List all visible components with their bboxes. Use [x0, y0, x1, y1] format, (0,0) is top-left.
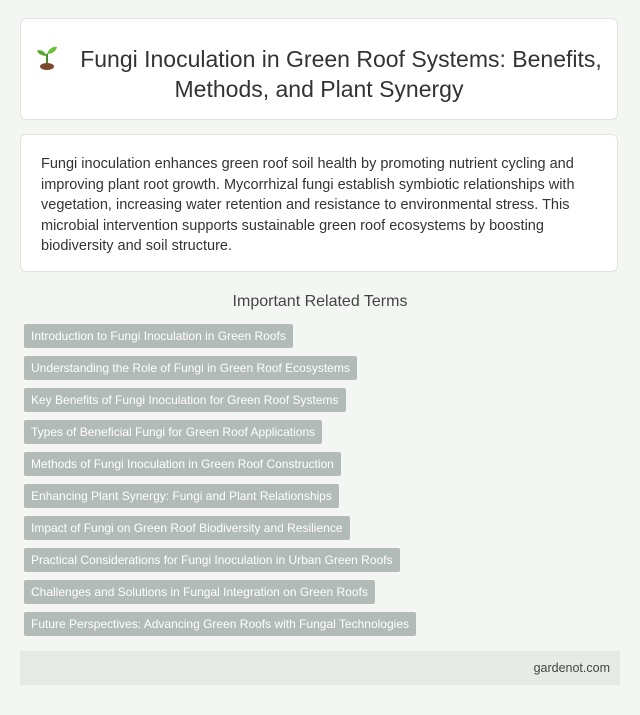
related-term-link[interactable]: Practical Considerations for Fungi Inoculation in Urban Green Roofs: [24, 548, 400, 572]
related-term-link[interactable]: Understanding the Role of Fungi in Green Roof Ecosystems: [24, 356, 357, 380]
footer-site-name: gardenot.com: [533, 661, 610, 675]
related-term-item: [24, 484, 416, 508]
related-term-item: [24, 324, 416, 348]
related-term-item: [24, 516, 416, 540]
related-terms-heading: Important Related Terms: [232, 293, 408, 310]
intro-paragraph: Fungi inoculation enhances green roof soil health by promoting nutrient cycling and improving plant root growth. Mycorrhizal fungi establish symbiotic relationships with vegetation, increasing water retention and resistance to environmental stress. This microbial intervention supports sustainable green roof ecosystems by boosting biodiversity and soil structure.: [41, 156, 575, 254]
footer: [20, 651, 620, 685]
related-term-item: [24, 388, 416, 412]
page-title-text: Fungi Inoculation in Green Roof Systems: Benefits, Methods, and Plant Synergy: [80, 46, 602, 102]
related-term-link[interactable]: Challenges and Solutions in Fungal Integration on Green Roofs: [24, 580, 375, 604]
related-term-link[interactable]: Introduction to Fungi Inoculation in Green Roofs: [24, 324, 293, 348]
related-term-item: [24, 580, 416, 604]
intro-card: [20, 134, 618, 272]
related-term-link[interactable]: Types of Beneficial Fungi for Green Roof Applications: [24, 420, 322, 444]
related-term-item: [24, 612, 416, 636]
related-term-link[interactable]: Key Benefits of Fungi Inoculation for Green Roof Systems: [24, 388, 346, 412]
related-term-item: [24, 452, 416, 476]
related-terms-list: [24, 324, 416, 644]
related-term-item: [24, 420, 416, 444]
sprout-icon: [36, 44, 58, 70]
page-title: [21, 44, 617, 104]
related-term-link[interactable]: Impact of Fungi on Green Roof Biodiversity and Resilience: [24, 516, 350, 540]
related-term-link[interactable]: Methods of Fungi Inoculation in Green Roof Construction: [24, 452, 341, 476]
related-term-item: [24, 356, 416, 380]
related-term-link[interactable]: Enhancing Plant Synergy: Fungi and Plant Relationships: [24, 484, 339, 508]
related-term-item: [24, 548, 416, 572]
title-card: [20, 18, 618, 120]
related-term-link[interactable]: Future Perspectives: Advancing Green Roofs with Fungal Technologies: [24, 612, 416, 636]
